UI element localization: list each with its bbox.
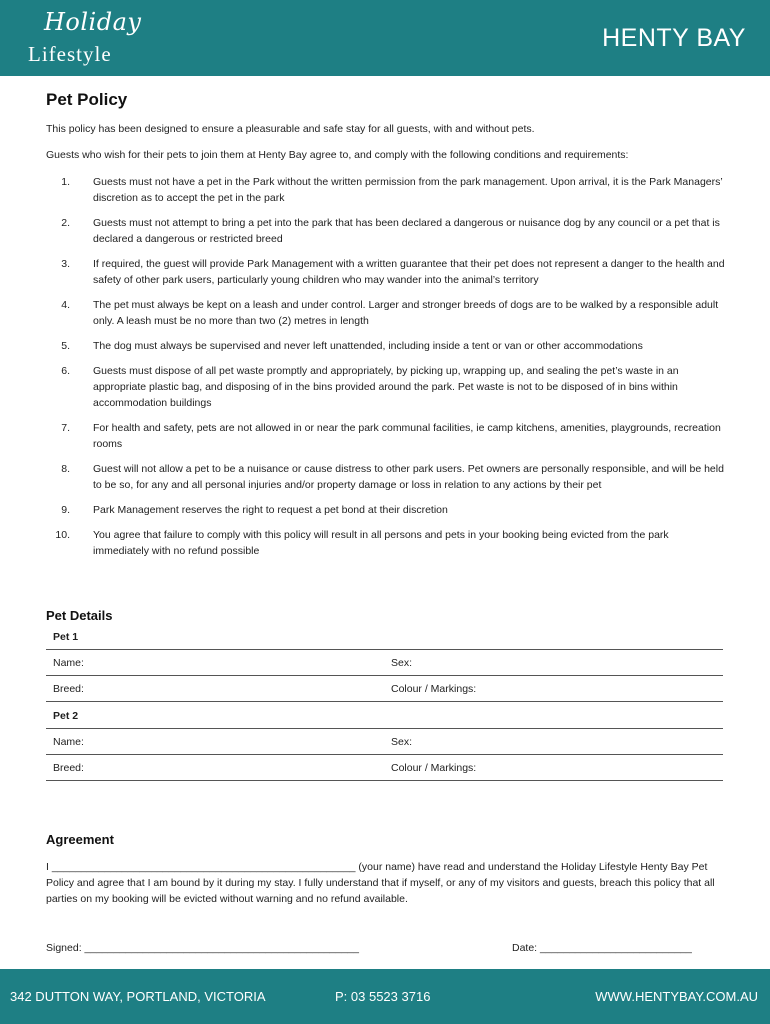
pet-details-section	[46, 608, 723, 781]
pet-2-row-name	[46, 728, 723, 754]
list-item-text: If required, the guest will provide Park Management with a written guarantee that their pet does not represent a danger to the health and safety of other park users, particularly young children who may wander into the animal’s territory	[93, 258, 725, 286]
list-item-number: 8.	[61, 463, 70, 475]
list-item	[46, 338, 726, 354]
list-item	[46, 527, 726, 559]
list-item-number: 3.	[61, 258, 70, 270]
pet-heading: Pet 2	[53, 710, 79, 722]
list-item-text: The dog must always be supervised and never left unattended, including inside a tent or van or other accommodations	[93, 340, 643, 352]
pet-2-row-breed	[46, 754, 723, 780]
page-footer	[0, 969, 770, 1024]
table-bottom-rule	[46, 780, 723, 781]
logo-script-text: Holiday	[44, 8, 142, 36]
list-item-number: 5.	[61, 340, 70, 352]
list-item	[46, 215, 726, 247]
list-item-text: Guests must not have a pet in the Park without the written permission from the park management. Upon arrival, it is the Park Managers’ discretion as to accept the pet in the park	[93, 176, 723, 204]
date-field[interactable]: Date: __________________________	[512, 942, 692, 954]
footer-address: 342 DUTTON WAY, PORTLAND, VICTORIA	[10, 989, 266, 1004]
holiday-lifestyle-logo	[28, 8, 142, 68]
list-item-text: You agree that failure to comply with this policy will result in all persons and pets in your booking being evicted from the park immediately with no refund possible	[93, 529, 669, 557]
agreement-title: Agreement	[46, 832, 114, 847]
list-item-text: Guests must not attempt to bring a pet into the park that has been declared a dangerous or nuisance dog by any council or a pet that is declared a dangerous or restricted breed	[93, 217, 720, 245]
page-header	[0, 0, 770, 76]
agreement-section	[46, 832, 726, 907]
list-item-text: For health and safety, pets are not allowed in or near the park communal facilities, ie camp kitchens, amenities, playgrounds, recreation rooms	[93, 422, 721, 450]
list-item	[46, 363, 726, 411]
signature-field[interactable]: Signed: _______________________________________________	[46, 942, 359, 954]
list-item	[46, 420, 726, 452]
pet-details-title: Pet Details	[46, 608, 113, 623]
pet-name-field[interactable]: Name:	[53, 656, 84, 669]
pet-1-block	[46, 623, 723, 701]
pet-1-row-breed	[46, 675, 723, 701]
list-item-number: 7.	[61, 422, 70, 434]
policy-section	[46, 90, 726, 568]
list-item-text: Guests must dispose of all pet waste promptly and appropriately, by picking up, wrapping up, and sealing the pet’s waste in an appropriate plastic bag, and disposing of in the bins provided around the park. Pet waste is not to be disposed of in bins within accommodation buildings	[93, 365, 679, 409]
list-item-number: 4.	[61, 299, 70, 311]
list-item	[46, 297, 726, 329]
list-item	[46, 256, 726, 288]
pet-1-row-name	[46, 649, 723, 675]
signature-row	[46, 942, 726, 954]
list-item	[46, 502, 726, 518]
pet-breed-field[interactable]: Breed:	[53, 682, 84, 695]
pet-sex-field[interactable]: Sex:	[391, 656, 413, 669]
list-item-number: 2.	[61, 217, 70, 229]
list-item-number: 10.	[55, 529, 70, 541]
list-item-number: 1.	[61, 176, 70, 188]
pet-2-block	[46, 701, 723, 781]
list-item-number: 6.	[61, 365, 70, 377]
policy-rules-list	[46, 174, 726, 559]
pet-sex-field[interactable]: Sex:	[391, 735, 413, 748]
policy-lead: Guests who wish for their pets to join them at Henty Bay agree to, and comply with the following conditions and requirements:	[46, 149, 629, 161]
park-name: HENTY BAY	[602, 24, 746, 52]
pet-breed-field[interactable]: Breed:	[53, 761, 84, 774]
list-item	[46, 461, 726, 493]
list-item-text: The pet must always be kept on a leash and under control. Larger and stronger breeds of dogs are to be walked by a responsible adult only. A leash must be no more than two (2) metres in length	[93, 299, 719, 327]
agreement-text: I ____________________________________________________ (your name) have read and understand the Holiday Lifestyle Henty Bay Pet Policy and agree that I am bound by it during my stay. I fully understand that if myself, or any of my visitors and guests, breach this policy that all parties on my booking will be evicted without warning and no refund available.	[46, 861, 715, 905]
logo-word-text: Lifestyle	[28, 42, 112, 66]
pet-name-field[interactable]: Name:	[53, 735, 84, 748]
footer-phone: P: 03 5523 3716	[335, 989, 431, 1004]
page-title: Pet Policy	[46, 90, 128, 109]
list-item	[46, 174, 726, 206]
list-item-text: Park Management reserves the right to request a pet bond at their discretion	[93, 504, 448, 516]
pet-colour-field[interactable]: Colour / Markings:	[391, 761, 477, 774]
pet-heading: Pet 1	[53, 631, 79, 643]
pet-colour-field[interactable]: Colour / Markings:	[391, 682, 477, 695]
list-item-text: Guest will not allow a pet to be a nuisance or cause distress to other park users. Pet owners are personally responsible, and will be held to be so, for any and all personal injuries and/or property damage or loss in relation to any actions by their pet	[93, 463, 724, 491]
footer-website-link[interactable]: WWW.HENTYBAY.COM.AU	[595, 989, 758, 1004]
policy-intro: This policy has been designed to ensure a pleasurable and safe stay for all guests, with and without pets.	[46, 123, 535, 135]
list-item-number: 9.	[61, 504, 70, 516]
